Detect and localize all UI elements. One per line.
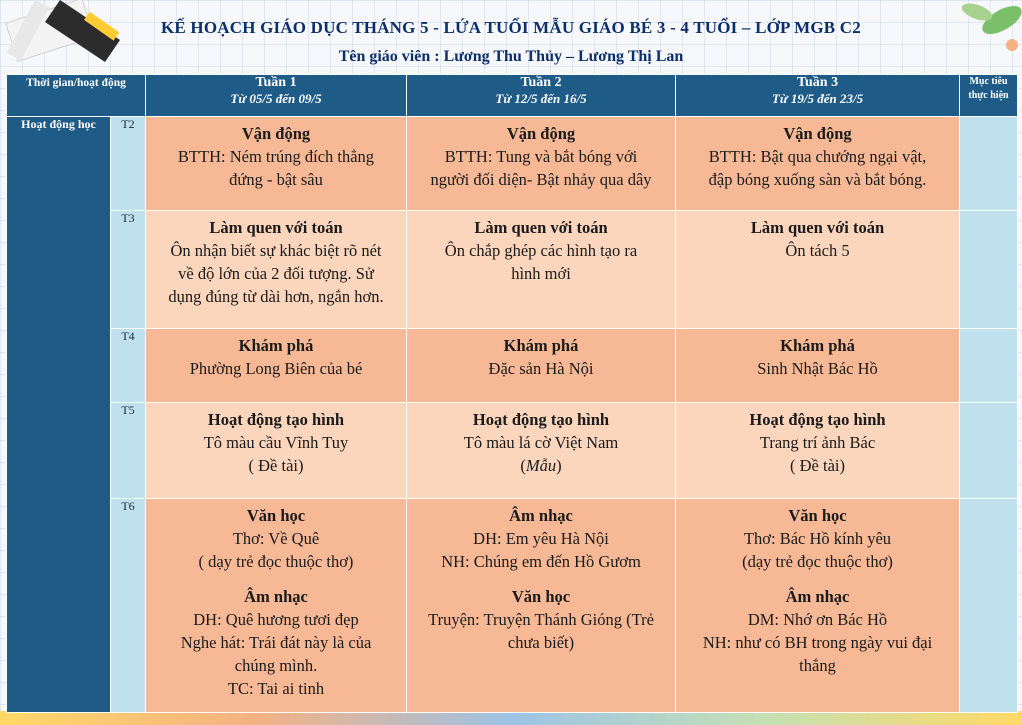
day-label: T3 [111,211,146,329]
cell-line: Thơ: Bác Hồ kính yêu [743,529,892,548]
cell-line: DH: Em yêu Hà Nội [473,529,609,548]
cell-line: Thơ: Về Quê [232,529,320,548]
goal-cell [960,403,1018,499]
cell-line-mixed [411,454,671,477]
cell-line: NH: Chúng em đến Hồ Gươm [441,552,641,571]
cell-line: Sinh Nhật Bác Hồ [757,359,878,378]
cell-title: Vận động [506,124,576,143]
cell-title: Khám phá [780,336,855,355]
cell-line: ( Đề tài) [790,456,845,475]
day-label: T6 [111,499,146,713]
cell-line: Trang trí ảnh Bác [759,433,876,452]
header-week-3 [676,75,960,117]
plan-cell [676,403,960,499]
cell-line: Phường Long Biên của bé [189,359,363,378]
plan-cell [146,329,407,403]
day-label: T5 [111,403,146,499]
plan-cell [407,117,676,211]
week-1-range: Từ 05/5 đến 09/5 [230,91,322,106]
cell-title: Văn học [246,506,306,525]
goal-cell [960,499,1018,713]
cell-line: Tô màu cầu Vĩnh Tuy [203,433,349,452]
header-week-2 [407,75,676,117]
cell-line: BTTH: Bật qua chướng ngại vật, [708,147,927,166]
cell-line: DH: Quê hương tươi đẹp [193,610,359,629]
cell-line: đập bóng xuống sàn và bắt bóng. [708,170,927,189]
week-2-range: Từ 12/5 đến 16/5 [495,91,587,106]
cell-line: Ôn tách 5 [785,241,850,260]
cell-line: đứng - bật sâu [229,170,323,189]
cell-line: BTTH: Ném trúng đích thẳng [177,147,375,166]
header-week-1 [146,75,407,117]
cell-line: (dạy trẻ đọc thuộc thơ) [742,552,893,571]
plan-cell [407,499,676,713]
cell-title: Vận động [783,124,852,143]
cell-line: Ôn chắp ghép các hình tạo ra [444,241,638,260]
day-label: T4 [111,329,146,403]
table-row [7,211,1018,329]
cell-title: Vận động [241,124,311,143]
cell-title: Làm quen với toán [474,218,608,237]
table-row [7,499,1018,713]
cell-line: ( dạy trẻ đọc thuộc thơ) [198,552,354,571]
cell-line: DM: Nhớ ơn Bác Hồ [747,610,888,629]
header-goal: Mục tiêu thực hiện [960,75,1018,117]
cell-line: Ôn nhận biết sự khác biệt rõ nét [170,241,382,260]
teacher-names: Tên giáo viên : Lương Thu Thủy – Lương Thị Lan [338,48,684,65]
plan-cell [146,499,407,713]
italic-word: Mẫu [525,456,557,475]
week-1-name: Tuần 1 [255,75,297,90]
table-row [7,117,1018,211]
cell-title: Hoạt động tạo hình [749,410,886,429]
table-row [7,403,1018,499]
bottom-decoration [0,711,1022,725]
goal-cell [960,117,1018,211]
cell-line: Đặc sản Hà Nội [488,359,594,378]
cell-title: Làm quen với toán [209,218,343,237]
cell-line: Truyện: Truyện Thánh Gióng (Trẻ [428,610,654,629]
plan-table [6,74,1018,713]
goal-cell [960,211,1018,329]
table-header-row [7,75,1018,117]
cell-title: Khám phá [503,336,579,355]
cell-line: Tô màu lá cờ Việt Nam [463,433,619,452]
page-title: KẾ HOẠCH GIÁO DỤC THÁNG 5 - LỨA TUỔI MẪU GIÁO BÉ 3 - 4 TUỔI – LỚP MGB C2 [161,18,861,37]
plan-cell [407,211,676,329]
pencil-clip-icon [0,0,140,80]
cell-line: người đối diện- Bật nhảy qua dây [430,170,652,189]
cell-title: Hoạt động tạo hình [472,410,610,429]
cell-title: Hoạt động tạo hình [207,410,345,429]
cell-title: Âm nhạc [509,506,573,525]
plan-cell [146,117,407,211]
plan-cell [676,499,960,713]
week-3-name: Tuần 3 [796,75,839,90]
paren-close: ) [556,456,562,475]
cell-title: Văn học [788,506,847,525]
cell-title-2: Văn học [511,587,571,606]
cell-line: NH: như có BH trong ngày vui đại [702,633,933,652]
plan-cell [676,329,960,403]
week-2-name: Tuần 2 [520,75,562,90]
cell-title: Khám phá [238,336,314,355]
cell-title-2: Âm nhạc [785,587,850,606]
cell-line: chúng mình. [234,656,318,675]
plan-cell [146,403,407,499]
plan-cell [407,329,676,403]
plan-cell [146,211,407,329]
cell-line: BTTH: Tung và bắt bóng với [444,147,638,166]
goal-cell [960,329,1018,403]
week-3-range: Từ 19/5 đến 23/5 [771,91,864,106]
plan-cell [407,403,676,499]
cell-line: TC: Tai ai tinh [227,679,325,698]
cell-line: hình mới [511,264,571,283]
cell-line: ( Đề tài) [248,456,304,475]
day-label: T2 [111,117,146,211]
plan-cell [676,211,960,329]
table-row [7,329,1018,403]
cell-line: về độ lớn của 2 đối tượng. Sử [178,264,374,283]
cell-title: Làm quen với toán [750,218,885,237]
cell-line: chưa biết) [507,633,575,652]
header-time-activity: Thời gian/hoạt động [7,75,146,117]
cell-title-2: Âm nhạc [244,587,308,606]
plan-cell [676,117,960,211]
cell-line: dụng đúng từ dài hơn, ngắn hơn. [168,287,384,306]
activity-group-label: Hoạt động học [7,117,111,713]
paren-open: ( [520,456,526,475]
cell-line: Nghe hát: Trái đát này là của [180,633,372,652]
cell-line: thắng [799,656,836,675]
